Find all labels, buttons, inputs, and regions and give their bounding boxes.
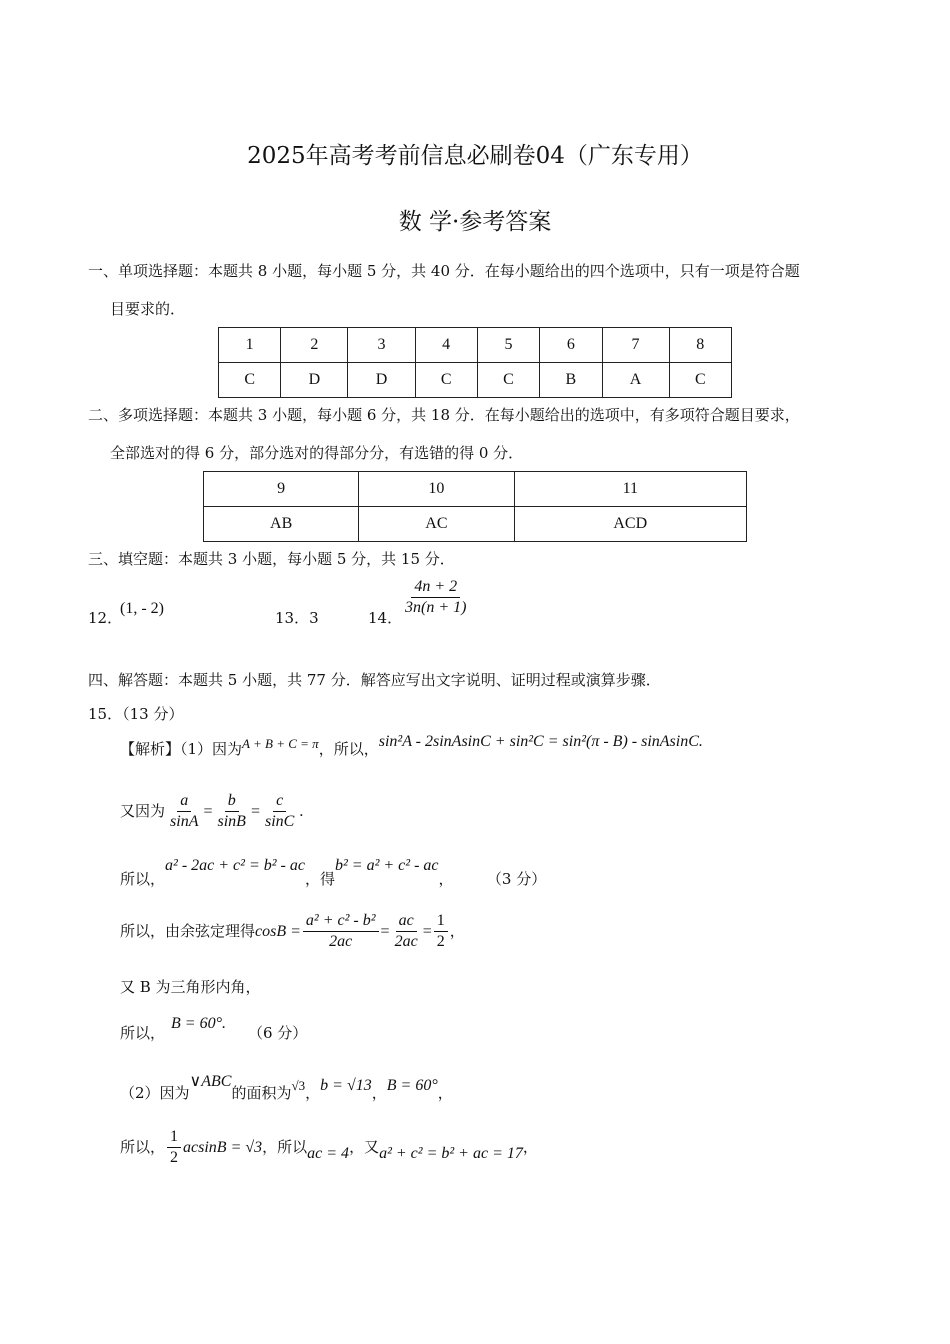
fraction-denominator: 3n(n + 1) [405, 599, 467, 616]
table-cell: C [219, 363, 281, 398]
solution-line-8 [120, 1128, 538, 1167]
table-cell: 10 [359, 472, 514, 507]
fraction-numerator: a [177, 792, 191, 812]
table-cell: 2 [281, 328, 348, 363]
table-cell: 1 [219, 328, 281, 363]
table-cell: B [540, 363, 602, 398]
table-cell: ACD [514, 507, 746, 542]
fraction-numerator: c [273, 792, 286, 812]
table-row [204, 507, 747, 542]
table-cell: 3 [348, 328, 415, 363]
solution-line-7: （2）因为∨ABC的面积为$^{√3}$，b = √13，B = 60°， [120, 1073, 453, 1102]
q12-answer: (1, - 2) [120, 600, 164, 617]
solution-text: 所以， [120, 1138, 166, 1156]
multi-choice-answer-table [203, 471, 747, 542]
math-expr: cosB = [255, 923, 301, 940]
fraction-numerator: b [225, 792, 239, 812]
solution-text: ，又 [349, 1138, 380, 1156]
table-cell: 7 [602, 328, 669, 363]
q12-label: 12． [88, 609, 123, 627]
fraction-numerator: a² + c² - b² [303, 912, 379, 932]
table-cell: C [415, 363, 477, 398]
table-cell: AC [359, 507, 514, 542]
solution-text: （2）因为 [120, 1084, 190, 1102]
section2-line1: 二、多项选择题：本题共 3 小题，每小题 6 分，共 18 分．在每小题给出的选项中，有多项符合题目要求， [88, 406, 800, 424]
fraction-denominator: 2ac [394, 933, 418, 950]
math-expr: B = 60° [386, 1077, 438, 1094]
math-expr: ∨ABC [189, 1073, 232, 1090]
fraction-denominator: 2ac [329, 933, 353, 950]
math-expr: acsinB = √3 [183, 1139, 263, 1156]
fraction-denominator: sinB [217, 813, 246, 830]
section3-line1: 三、填空题：本题共 3 小题，每小题 5 分，共 15 分． [88, 550, 455, 568]
table-cell: A [602, 363, 669, 398]
q14-answer [400, 578, 471, 617]
single-choice-answer-table [218, 327, 732, 398]
section2-line2: 全部选对的得 6 分，部分选对的得部分分，有选错的得 0 分． [110, 444, 524, 462]
solution-text: 又因为 [120, 802, 166, 820]
math-expr: A + B + C = π [242, 736, 319, 751]
table-cell: 5 [477, 328, 539, 363]
table-row [219, 363, 732, 398]
score-note: （3 分） [486, 870, 547, 888]
fraction-denominator: 2 [436, 933, 445, 950]
fraction-numerator: 4n + 2 [411, 578, 460, 598]
table-row [219, 328, 732, 363]
q15-heading: 15．（13 分） [88, 705, 184, 723]
score-note: （6 分） [247, 1024, 308, 1042]
table-cell: D [348, 363, 415, 398]
math-expr: b = √13 [320, 1077, 372, 1094]
q13-answer: 13．3 [275, 609, 319, 627]
table-cell: 11 [514, 472, 746, 507]
math-expr: sin²A - 2sinAsinC + sin²C = sin²(π - B) - sinAsinC. [378, 733, 703, 750]
table-cell: 6 [540, 328, 602, 363]
section1-line2: 目要求的． [110, 300, 186, 318]
solution-text: 的面积为 [231, 1084, 292, 1102]
page-title: 2025年高考考前信息必刷卷04（广东专用） [247, 143, 703, 169]
solution-text: ， [522, 1138, 538, 1156]
solution-text: 【解析】（1）因为 [120, 740, 243, 758]
fraction-denominator: sinC [264, 813, 295, 830]
table-cell: 8 [669, 328, 731, 363]
math-expr: B = 60°. [171, 1015, 226, 1032]
fraction-numerator: 1 [167, 1128, 181, 1148]
fraction-denominator: 2 [170, 1149, 179, 1166]
table-cell: 4 [415, 328, 477, 363]
fraction-numerator: ac [396, 912, 417, 932]
solution-text: ，所以， [318, 740, 379, 758]
section1-line1: 一、单项选择题：本题共 8 小题，每小题 5 分，共 40 分．在每小题给出的四个选项中，只有一项是符合题 [88, 262, 800, 280]
solution-line-5: 又 B 为三角形内角， [120, 978, 261, 996]
math-expr: a² + c² = b² + ac = 17 [379, 1145, 523, 1162]
math-expr: a² - 2ac + c² = b² - ac [165, 857, 305, 874]
math-expr: √3 [291, 1078, 306, 1093]
solution-line-1 [120, 733, 703, 759]
table-cell: 9 [204, 472, 359, 507]
solution-text: ，所以 [262, 1138, 308, 1156]
table-cell: AB [204, 507, 359, 542]
fraction-numerator: 1 [434, 912, 448, 932]
solution-line-2: 又因为 $\frac{a}{\sin A}$ = $\frac{b}{\sin B}$ = $\frac{c}{\sin C}$ . [120, 792, 304, 830]
page-subtitle: 数 学·参考答案 [398, 209, 552, 235]
math-expr: ac = 4 [307, 1145, 350, 1162]
table-cell: D [281, 363, 348, 398]
q14-label: 14． [368, 609, 403, 627]
section4-line1: 四、解答题：本题共 5 小题，共 77 分．解答应写出文字说明、证明过程或演算步骤． [88, 671, 661, 689]
solution-line-3: 所以，a² - 2ac + c² = b² - ac，得b² = a² + c² - ac， （3 分） [120, 857, 547, 888]
table-row [204, 472, 747, 507]
solution-text: ，得 [304, 870, 335, 888]
table-cell: C [669, 363, 731, 398]
fraction-denominator: sinA [170, 813, 199, 830]
solution-text: 所以， [120, 870, 166, 888]
solution-line-6 [120, 1015, 308, 1043]
table-cell: C [477, 363, 539, 398]
solution-line-4: 所以，由余弦定理得cosB = $\frac{\text{a² + c² - b²}}{2ac}$ = $\frac{ac}{2ac}$ = $\frac{1}{2}$ ， [120, 912, 465, 950]
solution-text: 所以， [120, 1024, 166, 1042]
solution-text: 所以，由余弦定理得 [120, 922, 256, 940]
math-expr: b² = a² + c² - ac [334, 857, 439, 874]
